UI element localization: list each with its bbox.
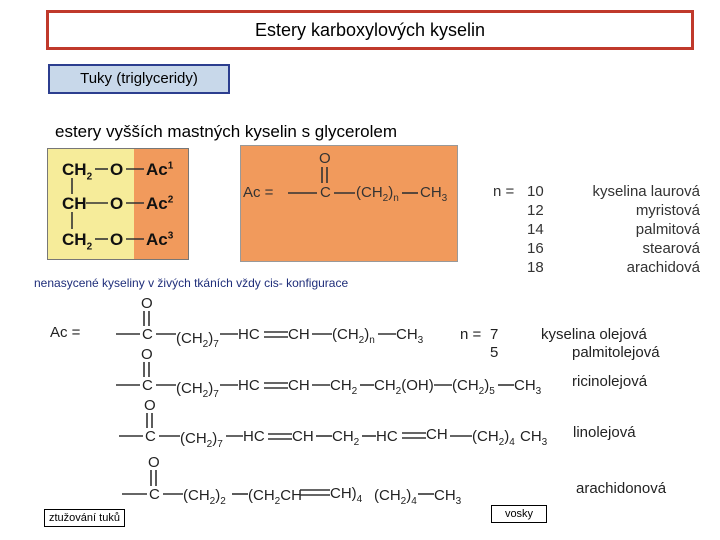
oleic-ch2-7: $(CH_2)_7$	[176, 330, 219, 350]
oleic-ch3: $CH_3$	[396, 326, 424, 346]
oleic-carbon: C	[142, 326, 153, 343]
ricinoleic-carbon: C	[142, 377, 153, 394]
unsat-n-label: n =	[460, 326, 482, 343]
ac-def-chain: $(CH_2)_n$	[356, 184, 399, 204]
unsat-n-7: 7	[490, 326, 499, 343]
arachidonic-oxygen: O	[148, 454, 160, 471]
linoleic-carbon: C	[145, 428, 156, 445]
page-title: Estery karboxylových kyselin	[46, 10, 694, 50]
ricinoleic-oxygen: O	[141, 346, 153, 363]
ricinoleic-ch3: $CH_3$	[514, 377, 542, 397]
ricinoleic-ch2: $CH_2$	[330, 377, 358, 397]
ricinoleic-choh: $CH_2(OH)$	[374, 377, 434, 397]
linoleic-ch3: $CH_3$	[520, 428, 548, 448]
arachidonic-ch2-4: $(CH_2)_4$	[374, 487, 417, 507]
tuky-label: Tuky (triglyceridy)	[48, 64, 230, 94]
glycerol-oxygen-3: O	[110, 230, 124, 249]
glycerol-oxygen-1: O	[110, 160, 124, 179]
ac-def-oxygen: O	[319, 150, 331, 167]
linoleic-ch2-7: $(CH_2)_7$	[180, 430, 223, 450]
linoleic-oxygen: O	[144, 397, 156, 414]
oleic-ch: CH	[288, 326, 310, 343]
arachidonic-name: arachidonová	[576, 480, 667, 497]
linoleic-ch-2: CH	[426, 426, 448, 443]
ricinoleic-ch2-7: $(CH_2)_7$	[176, 380, 219, 400]
unsat-n-5: 5	[490, 344, 499, 361]
glycerol-row-2: CH	[62, 194, 87, 213]
oleic-oxygen: O	[141, 295, 153, 312]
saturated-n-label: n =	[493, 183, 515, 200]
linoleic-ch-1: CH	[292, 428, 314, 445]
ac-def-carbon: C	[320, 184, 331, 201]
saturated-acid-names: kyselina laurová myristová palmitová stearová arachidová	[592, 183, 700, 276]
linoleic-ch2-4: $(CH_2)_4$	[472, 428, 515, 448]
arachidonic-ch3: $CH_3$	[434, 487, 462, 507]
arachidonic-ch2-2: $(CH_2)_2$	[183, 487, 226, 507]
glycerol-acyl-3: Ac$^3$	[146, 230, 174, 249]
glycerol-row-3: $CH_2$	[62, 230, 93, 253]
ac-def-label: Ac =	[243, 184, 274, 201]
arachidonic-carbon: C	[149, 486, 160, 503]
glycerol-acyl-1: Ac$^1$	[146, 160, 174, 179]
unsat-ac-label: Ac =	[50, 324, 81, 341]
ac-def-methyl: $CH_3$	[420, 184, 448, 204]
glycerol-oxygen-2: O	[110, 194, 124, 213]
oleic-name: kyselina olejová	[541, 326, 647, 343]
ricinoleic-name: ricinolejová	[572, 373, 648, 390]
oleic-hc: HC	[238, 326, 260, 343]
subtitle: estery vyšších mastných kyselin s glycerolem	[55, 122, 397, 141]
linoleic-ch2: $CH_2$	[332, 428, 360, 448]
ricinoleic-ch2-5: $(CH_2)_5$	[452, 377, 495, 397]
linoleic-hc-1: HC	[243, 428, 265, 445]
waxes-button[interactable]: vosky	[491, 505, 547, 523]
cis-configuration-note: nenasycené kyseliny v živých tkáních vždy cis- konfigurace	[34, 276, 349, 290]
arachidonic-ch2ch: ($CH_2CH$	[248, 487, 302, 507]
saturated-n-values: 10 12 14 16 18	[527, 183, 544, 276]
ricinoleic-ch: CH	[288, 377, 310, 394]
linoleic-hc-2: HC	[376, 428, 398, 445]
palmitoleic-name: palmitolejová	[572, 344, 660, 361]
arachidonic-ch-4: $CH)_4$	[330, 485, 363, 505]
glycerol-row-1: $CH_2$	[62, 160, 93, 183]
glycerol-acyl-2: Ac$^2$	[146, 194, 174, 213]
ricinoleic-hc: HC	[238, 377, 260, 394]
linoleic-name: linolejová	[573, 424, 636, 441]
oleic-ch2-n: $(CH_2)_n$	[332, 326, 375, 346]
hardening-button[interactable]: ztužování tuků	[44, 509, 125, 527]
